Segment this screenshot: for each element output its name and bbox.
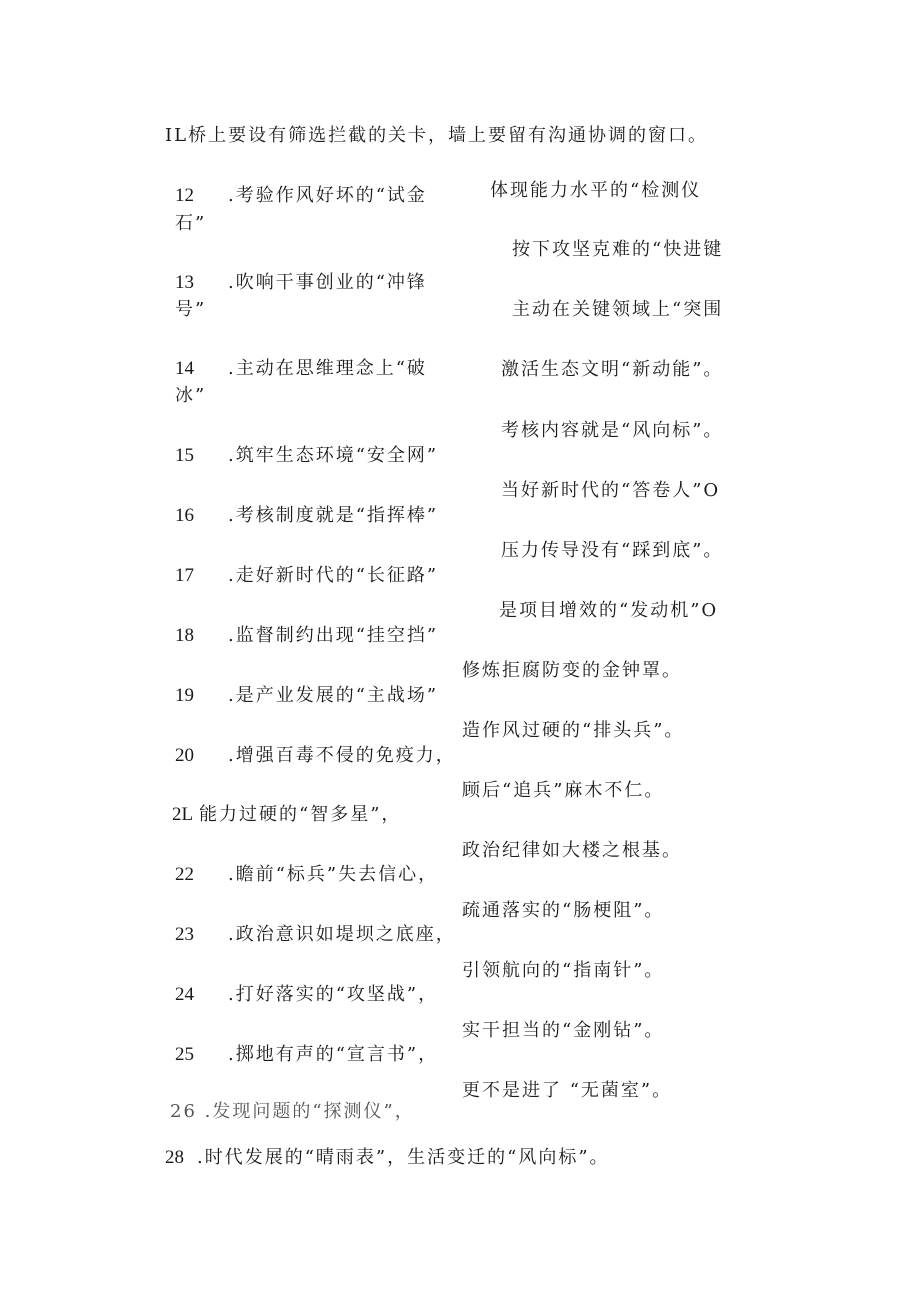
item-number: 22 bbox=[175, 864, 194, 885]
right-item: 实干担当的“金刚钻”。 bbox=[462, 1020, 665, 1041]
item-number: 20 bbox=[175, 745, 194, 766]
item-text: .是产业发展的“主战场” bbox=[228, 685, 439, 706]
item-number: 17 bbox=[175, 565, 194, 586]
right-item: 造作风过硬的“排头兵”。 bbox=[462, 720, 685, 741]
item-text: .考核制度就是“指挥棒” bbox=[228, 505, 439, 526]
intro-line: IL桥上要设有筛选拦截的关卡，墙上要留有沟通协调的窗口。 bbox=[165, 125, 709, 146]
item-text: .时代发展的“晴雨表”，生活变迁的“风向标”。 bbox=[197, 1147, 610, 1168]
item-number: 14 bbox=[175, 358, 194, 379]
item-text: .考验作风好坏的“试金 bbox=[228, 185, 427, 206]
right-item: 压力传导没有“踩到底”。 bbox=[501, 540, 724, 561]
item-text: .监督制约出现“挂空挡” bbox=[228, 625, 439, 646]
item-text-wrap: 号” bbox=[175, 299, 207, 320]
right-item: 修炼拒腐防变的金钟罩。 bbox=[462, 660, 682, 681]
item-number: 25 bbox=[175, 1044, 194, 1065]
item-number: 2L bbox=[172, 804, 194, 825]
right-item: 体现能力水平的“检测仪 bbox=[490, 180, 702, 201]
right-item: 更不是进了 “无菌室”。 bbox=[462, 1080, 673, 1101]
item-text: .瞻前“标兵”失去信心， bbox=[228, 864, 439, 885]
right-item: 考核内容就是“风向标”。 bbox=[501, 420, 724, 441]
cropped-line bbox=[170, 1099, 460, 1122]
item-text: .掷地有声的“宣言书”， bbox=[228, 1044, 439, 1065]
item-number: 18 bbox=[175, 625, 194, 646]
item-number: 12 bbox=[175, 185, 194, 206]
item-text: .政治意识如堤坝之底座， bbox=[228, 924, 456, 945]
item-number: 28 bbox=[165, 1147, 184, 1168]
item-number: 16 bbox=[175, 505, 194, 526]
item-text: .吹响干事创业的“冲锋 bbox=[228, 272, 427, 293]
item-number: 24 bbox=[175, 984, 194, 1005]
item-number: 23 bbox=[175, 924, 194, 945]
right-item: 激活生态文明“新动能”。 bbox=[501, 359, 724, 380]
item-text: 能力过硬的“智多星”， bbox=[199, 804, 402, 825]
item-text: .筑牢生态环境“安全网” bbox=[228, 445, 439, 466]
item-number: 19 bbox=[175, 685, 194, 706]
right-item: 顾后“追兵”麻木不仁。 bbox=[462, 780, 665, 801]
item-text-wrap: 石” bbox=[175, 213, 207, 234]
right-item: 当好新时代的“答卷人”O bbox=[501, 480, 721, 501]
item-number: 13 bbox=[175, 272, 194, 293]
right-item: 政治纪律如大楼之根基。 bbox=[462, 840, 682, 861]
item-text: .打好落实的“攻坚战”， bbox=[228, 984, 439, 1005]
item-text-wrap: 冰” bbox=[175, 385, 207, 406]
item-number: 15 bbox=[175, 445, 194, 466]
right-item: 引领航向的“指南针”。 bbox=[462, 960, 665, 981]
item-text: .主动在思维理念上“破 bbox=[228, 358, 427, 379]
item-text: .增强百毒不侵的免疫力， bbox=[228, 745, 456, 766]
cropped-line-text: 26 .发现问题的“探测仪”， bbox=[170, 1101, 415, 1122]
item-text: .走好新时代的“长征路” bbox=[228, 565, 439, 586]
right-item: 是项目增效的“发动机”O bbox=[499, 600, 719, 621]
right-item: 疏通落实的“肠梗阻”。 bbox=[462, 900, 665, 921]
right-item: 主动在关键领域上“突围 bbox=[512, 299, 724, 320]
right-item: 按下攻坚克难的“快进键 bbox=[512, 239, 724, 260]
